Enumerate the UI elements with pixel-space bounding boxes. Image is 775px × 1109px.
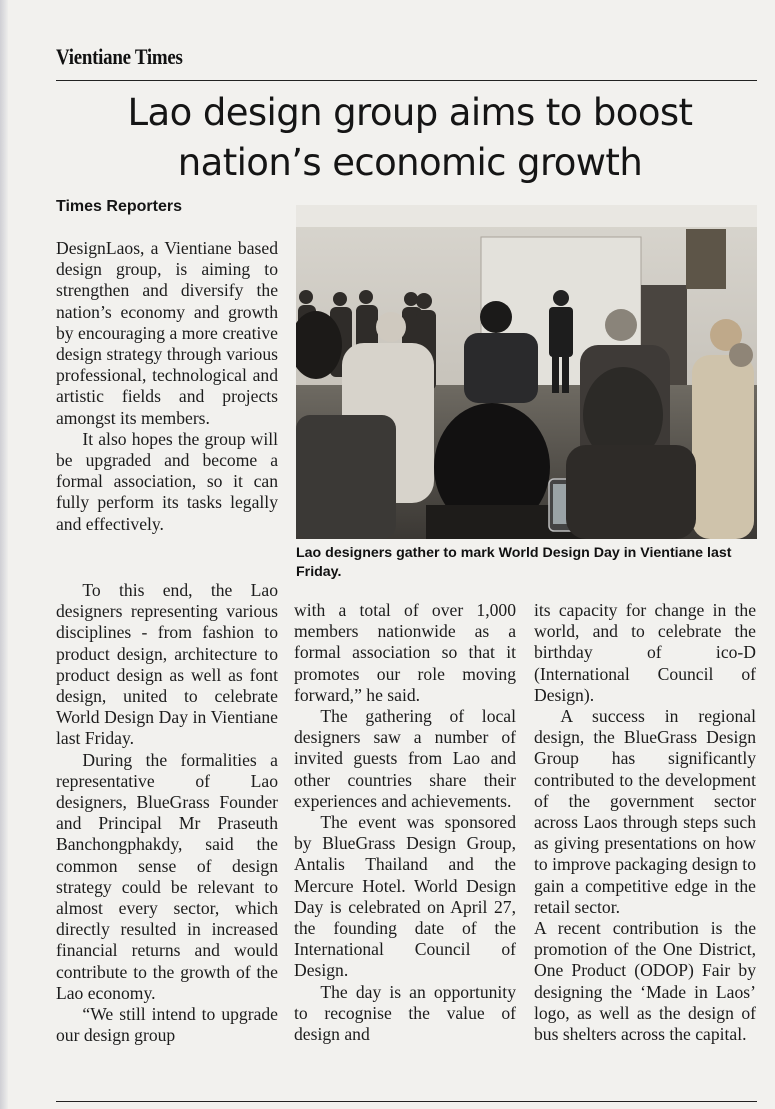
page-edge [0, 0, 8, 1109]
paragraph: During the formalities a representative of Lao designers, BlueGrass Founder and Principal Mr Praseuth Banchongphakdy, said the common sense of design strategy could be relevant to almost every sector, which directly resulted in increased financial returns and would contribute to the growth of the Lao economy. [56, 749, 278, 1003]
paragraph: DesignLaos, a Vientiane based design group, is aiming to strengthen and diversify the nation’s economy and growth by encouraging a more creative design strategy through various professional, technological and artistic fields and projects amongst its members. [56, 238, 278, 428]
paragraph: its capacity for change in the world, and to celebrate the birthday of ico-D (International Council of Design). [534, 600, 756, 705]
byline: Times Reporters [56, 198, 182, 215]
article-column-1-bottom [56, 580, 278, 1046]
paragraph: The gathering of local designers saw a number of invited guests from Lao and other countries share their experiences and achievements. [294, 706, 516, 811]
paragraph: The event was sponsored by BlueGrass Design Group, Antalis Thailand and the Mercure Hotel. World Design Day is celebrated on April 27, the founding date of the International Council of Design. [294, 812, 516, 981]
paragraph: “We still intend to upgrade our design group [56, 1004, 278, 1046]
paragraph: It also hopes the group will be upgraded and become a formal association, so it can fully perform its tasks legally and effectively. [56, 428, 278, 534]
event-photo [296, 205, 757, 539]
paragraph: The day is an opportunity to recognise the value of design and [294, 981, 516, 1045]
headline-line-2: nation’s economic growth [177, 141, 643, 184]
headline [60, 88, 760, 188]
paragraph: A success in regional design, the BlueGrass Design Group has significantly contributed to the development of the government sector across Laos through steps such as giving presentations on how to improve packaging design to gain a competitive edge in the retail sector. [534, 706, 756, 917]
photo-caption: Lao designers gather to mark World Design Day in Vientiane last Friday. [296, 545, 732, 580]
event-photo-illustration [296, 205, 757, 539]
paragraph: with a total of over 1,000 members nationwide as a formal association so that it promotes our role moving forward,” he said. [294, 600, 516, 705]
article-column-1-top [56, 238, 278, 535]
headline-line-1: Lao design group aims to boost [127, 91, 693, 134]
paragraph: A recent contribution is the promotion of the One District, One Product (ODOP) Fair by designing the ‘Made in Laos’ logo, as well as the design of bus shelters across the capital. [534, 918, 756, 1045]
article-column-3 [534, 600, 756, 1045]
paragraph: To this end, the Lao designers representing various disciplines - from fashion to product design, architecture to product design as well as font design, united to celebrate World Design Day in Vientiane last Friday. [56, 580, 278, 749]
article-column-2 [294, 600, 516, 1045]
top-rule [56, 80, 757, 81]
masthead: Vientiane Times [56, 44, 183, 69]
bottom-rule [56, 1101, 757, 1102]
